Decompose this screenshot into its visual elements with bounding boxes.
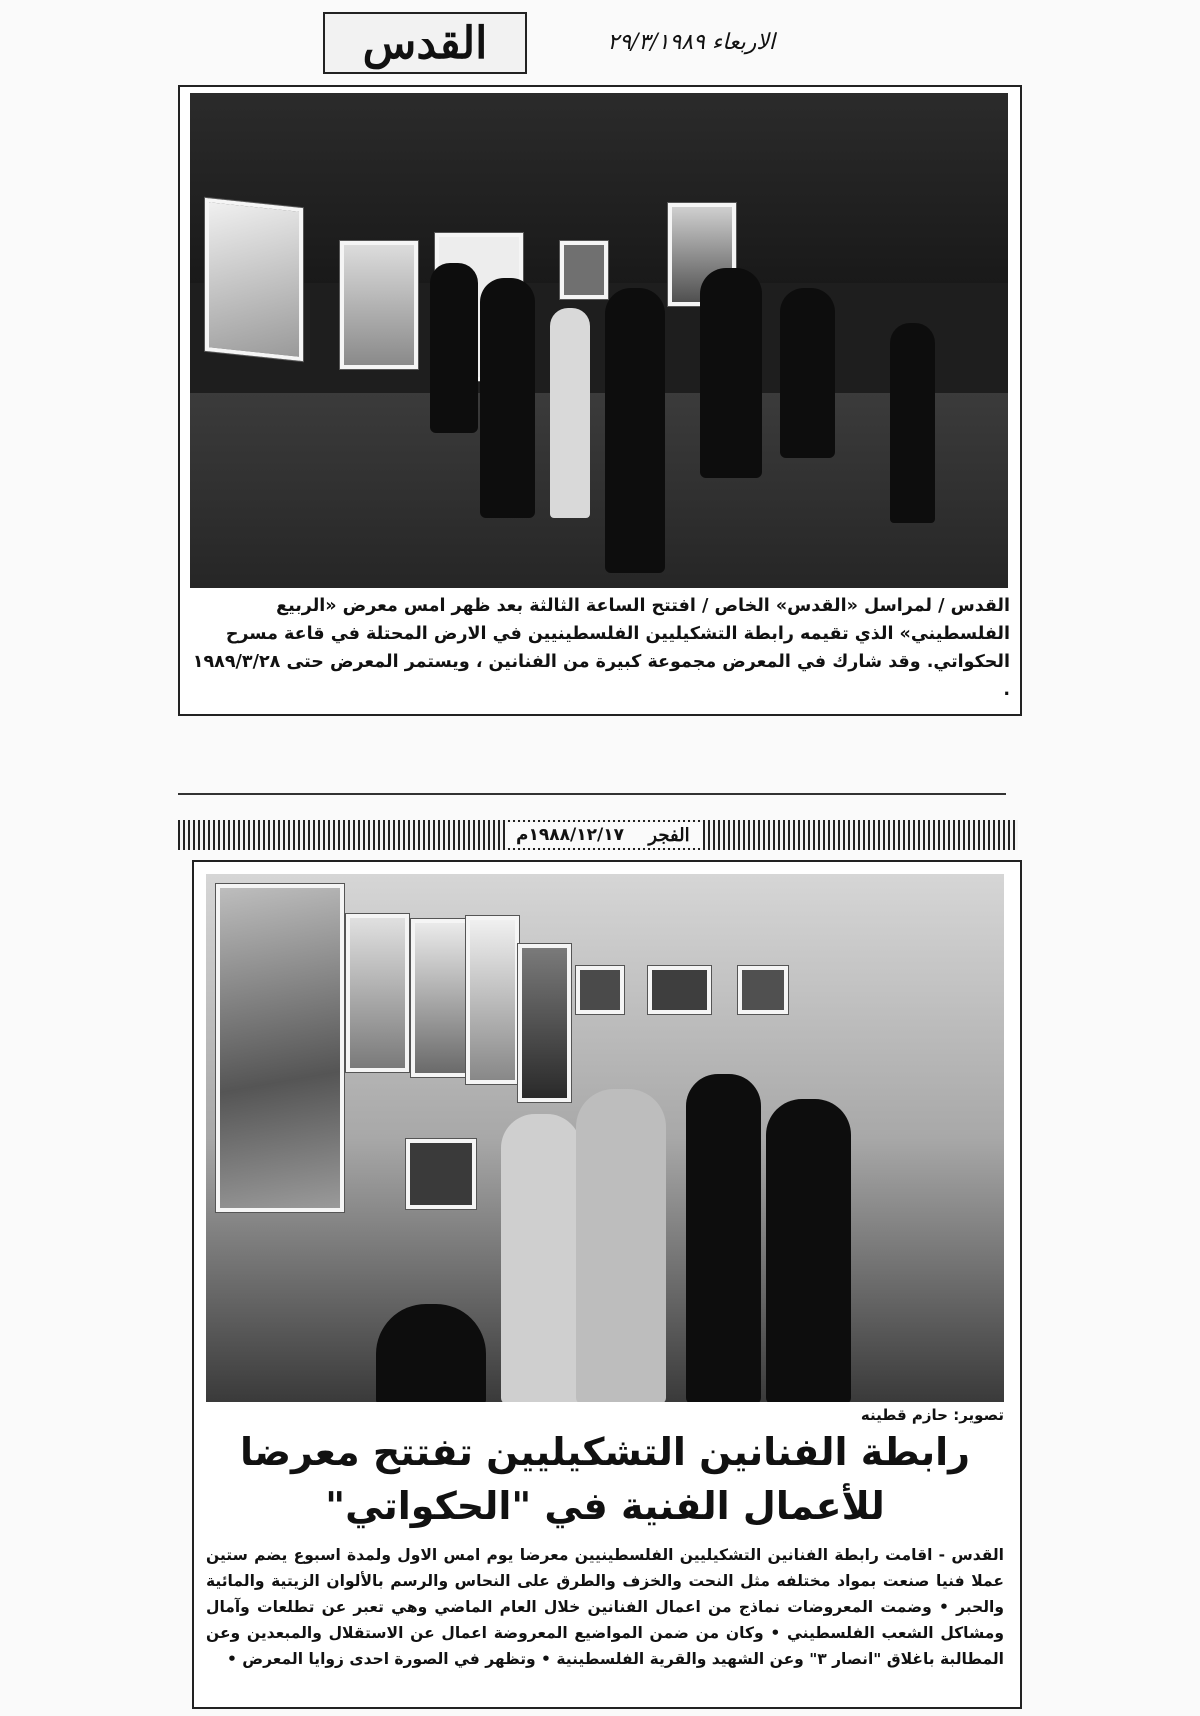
visitor-figure [605, 288, 665, 573]
article-body: القدس - اقامت رابطة الفنانين التشكيليين الفلسطينيين معرضا يوم امس الاول ولمدة اسبوع يضم ستين عملا فنيا صنعت بمواد مختلفه مثل النحت والخزف والطرق على النحاس والرسم بالألوان الزيتية والمائية والحبر • وضمت المعروضات نماذج من اعمال الفنانين خلال العام الماضي وهي تعبر عن تطلعات وآمال ومشاكل الشعب الفلسطيني • وكان من ضمن المواضيع المعروضة اعمال عن الاستقلال والمبعدين وعن المطالبة باغلاق "انصار ٣" وعن الشهيد والقرية الفلسطينية • وتظهر في الصورة احدى زوايا المعرض • [206, 1546, 1004, 1668]
painting [406, 1139, 476, 1209]
masthead-al-quds [323, 12, 527, 74]
visitor-figure [890, 323, 935, 523]
painting [466, 916, 519, 1084]
painting [518, 944, 571, 1102]
visitor-figure [376, 1304, 486, 1402]
visitor-figure [430, 263, 478, 433]
painting [560, 241, 608, 299]
masthead-text: القدس [362, 17, 488, 69]
visitor-figure [686, 1074, 761, 1402]
issue-date: ١٩٨٨/١٢/١٧م [505, 822, 635, 848]
visitor-figure [700, 268, 762, 478]
painting [216, 884, 344, 1212]
painting [346, 914, 409, 1072]
painting [648, 966, 711, 1014]
masthead-al-fajr: الفجر [635, 822, 703, 848]
photo-credit: تصوير: حازم قطينه [860, 1406, 1004, 1424]
headline-line-1: رابطة الفنانين التشكيليين تفتتح معرضا [240, 1430, 970, 1474]
painting [738, 966, 788, 1014]
painting [411, 919, 469, 1077]
visitor-figure [576, 1089, 666, 1402]
visitor-figure [550, 308, 590, 518]
exhibition-photo-1 [190, 93, 1008, 588]
visitor-figure [501, 1114, 581, 1402]
handwritten-date: الاربعاء ٢٩/٣/١٩٨٩ [607, 30, 775, 55]
photo-caption: القدس / لمراسل «القدس» الخاص / افتتح الساعة الثالثة بعد ظهر امس معرض «الربيع الفلسطيني» الذي تقيمه رابطة التشكيليين الفلسطينيين في الارض المحتلة في قاعة مسرح الحكواتي. وقد شارك في المعرض مجموعة كبيرة من الفنانين ، ويستمر المعرض حتى ١٩٨٩/٣/٢٨ . [192, 596, 1010, 700]
painting [205, 198, 303, 361]
visitor-figure [480, 278, 535, 518]
painting [576, 966, 624, 1014]
visitor-figure [780, 288, 835, 458]
clipping-divider [178, 793, 1006, 795]
painting [340, 241, 418, 369]
visitor-figure [766, 1099, 851, 1402]
exhibition-photo-2 [206, 874, 1004, 1402]
headline-line-2: للأعمال الفنية في "الحكواتي" [325, 1484, 885, 1528]
